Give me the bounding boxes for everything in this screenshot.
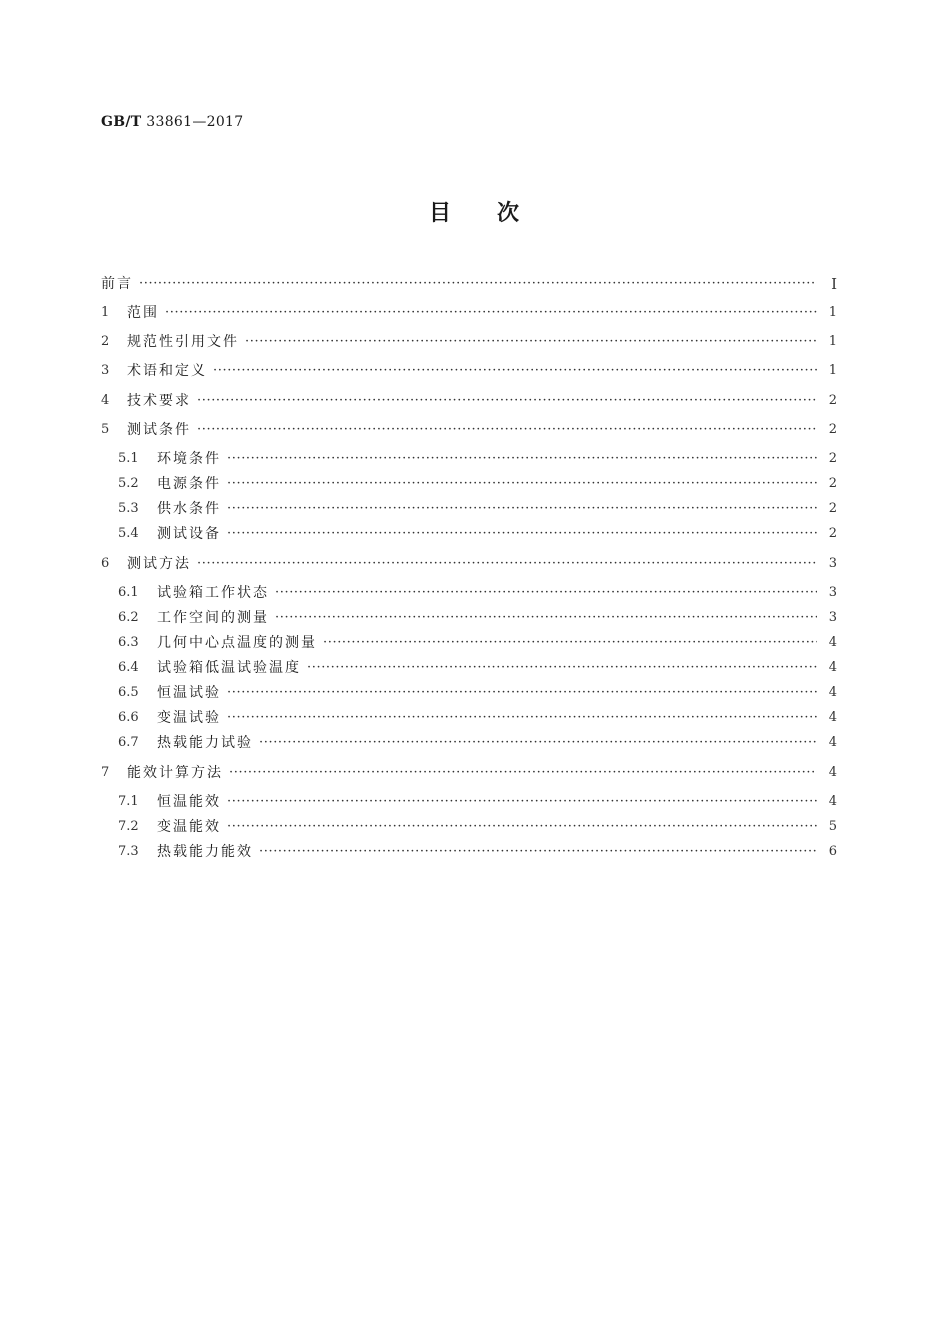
toc-dot-leader — [197, 420, 817, 440]
toc-dot-leader — [227, 499, 817, 519]
toc-entry-number: 6.1 — [118, 585, 139, 600]
toc-entry-label: 试验箱工作状态 — [157, 585, 269, 601]
toc-dot-leader — [197, 554, 817, 574]
standard-number: 33861—2017 — [146, 114, 244, 130]
toc-dot-leader — [227, 474, 817, 494]
toc-title-right: 次 — [497, 200, 522, 226]
toc-entry-page: 2 — [828, 476, 837, 491]
toc-entry-label: 热载能力试验 — [157, 735, 253, 751]
toc-entry-label: 工作空间的测量 — [157, 610, 269, 626]
toc-entry[interactable] — [118, 608, 837, 628]
toc-entry[interactable] — [118, 683, 837, 703]
toc-entry[interactable] — [118, 792, 837, 812]
toc-entry-number: 4 — [101, 393, 110, 408]
toc-entry[interactable] — [118, 708, 837, 728]
toc-entry-label: 热载能力能效 — [157, 844, 253, 860]
toc-entry-label: 测试条件 — [127, 422, 191, 438]
toc-entry-page: 4 — [828, 794, 837, 809]
toc-entry-label: 前言 — [101, 276, 133, 292]
toc-entry-page: 6 — [828, 844, 837, 859]
toc-entry-page: 3 — [828, 585, 837, 600]
toc-dot-leader — [227, 449, 817, 469]
toc-entry[interactable] — [101, 554, 837, 574]
toc-entry-page: 2 — [828, 451, 837, 466]
toc-entry[interactable] — [101, 391, 837, 411]
toc-dot-leader — [227, 708, 817, 728]
toc-entry-page: 3 — [828, 610, 837, 625]
toc-entry-number: 6.2 — [118, 610, 139, 625]
toc-entry-label: 电源条件 — [157, 476, 221, 492]
toc-entry-page: 1 — [828, 334, 837, 349]
toc-dot-leader — [229, 763, 817, 783]
toc-entry-label: 几何中心点温度的测量 — [157, 635, 317, 651]
toc-entry-number: 5.4 — [118, 526, 139, 541]
toc-entry-number: 5.1 — [118, 451, 139, 466]
toc-entry-label: 试验箱低温试验温度 — [157, 660, 301, 676]
toc-entry-page: 2 — [828, 422, 837, 437]
toc-entry[interactable] — [101, 361, 837, 381]
toc-entry[interactable] — [118, 658, 837, 678]
toc-entry[interactable] — [118, 474, 837, 494]
toc-entry-page: 4 — [828, 635, 837, 650]
toc-entry[interactable] — [118, 817, 837, 837]
toc-entry-page: 3 — [828, 556, 837, 571]
toc-entry[interactable] — [101, 420, 837, 440]
toc-entry-page: 4 — [828, 660, 837, 675]
toc-entry[interactable] — [118, 449, 837, 469]
toc-entry-label: 供水条件 — [157, 501, 221, 517]
toc-entry[interactable] — [101, 332, 837, 352]
toc-dot-leader — [197, 391, 817, 411]
toc-entry-number: 2 — [101, 334, 110, 349]
toc-entry-number: 6.3 — [118, 635, 139, 650]
toc-dot-leader — [323, 633, 817, 653]
toc-entry-number: 6.5 — [118, 685, 139, 700]
toc-entry-page: 2 — [828, 393, 837, 408]
toc-dot-leader — [213, 361, 817, 381]
toc-entry-label: 变温试验 — [157, 710, 221, 726]
toc-dot-leader — [227, 817, 817, 837]
toc-dot-leader — [307, 658, 817, 678]
toc-entry-label: 变温能效 — [157, 819, 221, 835]
toc-dot-leader — [165, 303, 817, 323]
toc-entry-page: 2 — [828, 501, 837, 516]
toc-entry-number: 7.1 — [118, 794, 139, 809]
toc-title-left: 目 — [428, 200, 453, 226]
toc-entry-number: 6 — [101, 556, 110, 571]
toc-entry-page: 1 — [828, 363, 837, 378]
table-of-contents — [101, 0, 837, 1344]
toc-entry-number: 6.4 — [118, 660, 139, 675]
toc-dot-leader — [227, 683, 817, 703]
toc-entry-number: 6.7 — [118, 735, 139, 750]
toc-entry-number: 3 — [101, 363, 110, 378]
toc-entry-label: 测试设备 — [157, 526, 221, 542]
toc-entry-number: 7.3 — [118, 844, 139, 859]
toc-entry-number: 6.6 — [118, 710, 139, 725]
toc-entry-page: 4 — [828, 710, 837, 725]
toc-entry[interactable] — [118, 633, 837, 653]
toc-dot-leader — [259, 733, 817, 753]
toc-entry-label: 规范性引用文件 — [127, 334, 239, 350]
toc-dot-leader — [227, 524, 817, 544]
toc-entry[interactable] — [118, 733, 837, 753]
toc-entry-label: 测试方法 — [127, 556, 191, 572]
toc-entry-label: 技术要求 — [127, 393, 191, 409]
toc-entry[interactable] — [118, 499, 837, 519]
toc-entry-label: 恒温试验 — [157, 685, 221, 701]
toc-dot-leader — [245, 332, 817, 352]
toc-entry[interactable] — [101, 303, 837, 323]
toc-entry[interactable] — [101, 274, 837, 294]
toc-entry-label: 环境条件 — [157, 451, 221, 467]
toc-entry-page: I — [831, 275, 837, 293]
toc-entry-number: 5.3 — [118, 501, 139, 516]
toc-entry-label: 术语和定义 — [127, 363, 207, 379]
toc-dot-leader — [275, 583, 817, 603]
standard-prefix: GB/T — [101, 114, 142, 130]
toc-entry-label: 恒温能效 — [157, 794, 221, 810]
toc-entry-page: 4 — [828, 765, 837, 780]
toc-entry-number: 7 — [101, 765, 110, 780]
toc-entry-number: 7.2 — [118, 819, 139, 834]
toc-entry[interactable] — [118, 583, 837, 603]
toc-entry-label: 范围 — [127, 305, 159, 321]
toc-dot-leader — [227, 792, 817, 812]
toc-dot-leader — [259, 842, 817, 862]
toc-dot-leader — [139, 274, 817, 294]
toc-entry[interactable] — [118, 842, 837, 862]
toc-entry[interactable] — [101, 763, 837, 783]
toc-entry-page: 1 — [828, 305, 837, 320]
toc-entry-page: 5 — [828, 819, 837, 834]
toc-entry[interactable] — [118, 524, 837, 544]
toc-entry-page: 2 — [828, 526, 837, 541]
toc-entry-label: 能效计算方法 — [127, 765, 223, 781]
toc-dot-leader — [275, 608, 817, 628]
toc-entry-number: 5.2 — [118, 476, 139, 491]
toc-entry-number: 5 — [101, 422, 110, 437]
toc-entry-number: 1 — [101, 305, 110, 320]
toc-entry-page: 4 — [828, 685, 837, 700]
toc-entry-page: 4 — [828, 735, 837, 750]
